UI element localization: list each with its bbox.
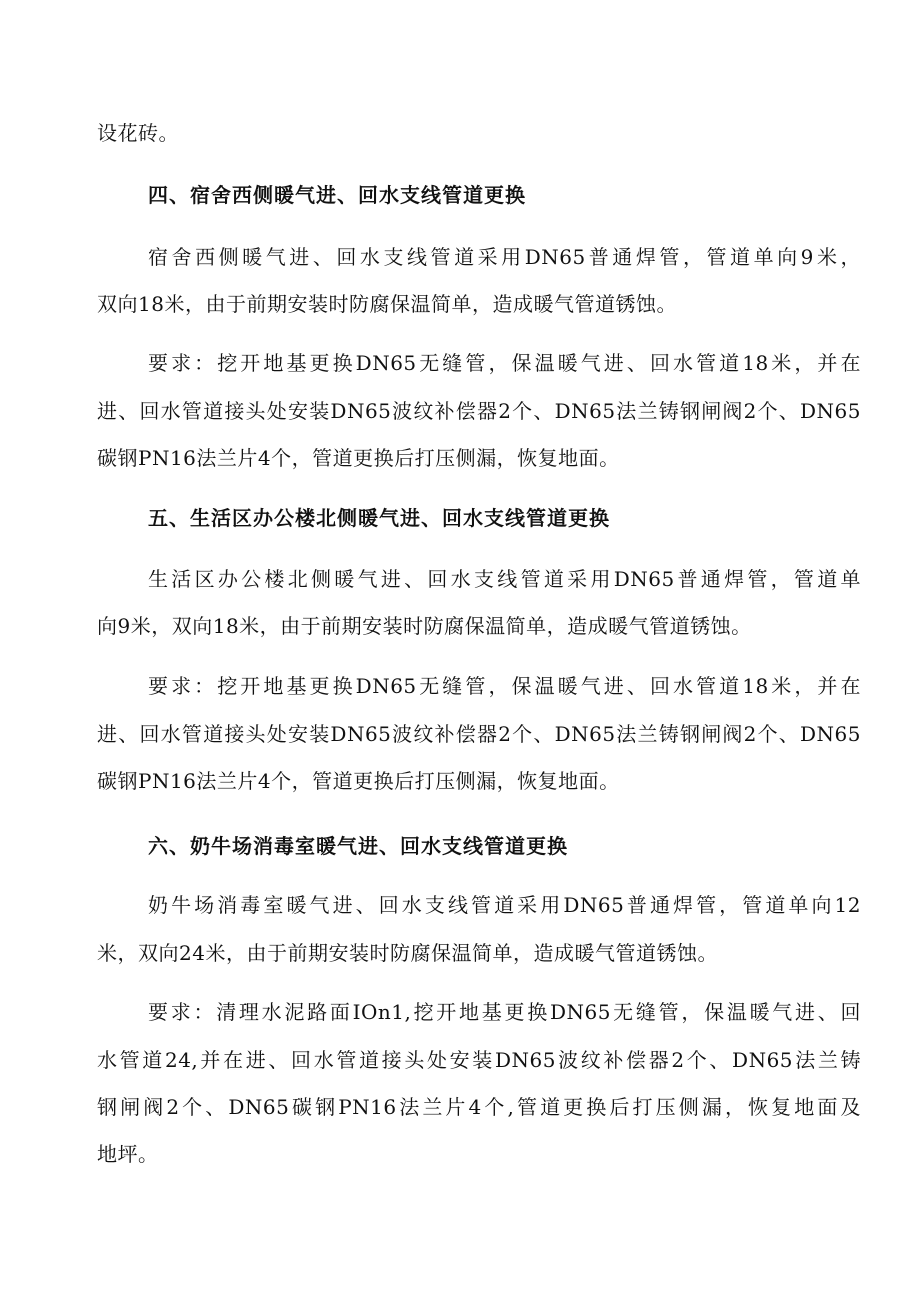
section-5-req-line-2: 进、回水管道接头处安装DN65波纹补偿器2个、DN65法兰铸钢闸阀2个、DN65 xyxy=(97,722,861,746)
paragraph-fragment: 设花砖。 xyxy=(97,121,179,145)
section-heading-5: 五、生活区办公楼北侧暖气进、回水支线管道更换 xyxy=(148,506,610,530)
section-6-req-line-1: 要求：清理水泥路面IOn1,挖开地基更换DN65无缝管，保温暖气进、回 xyxy=(148,1000,861,1024)
section-6-desc-line-1: 奶牛场消毒室暖气进、回水支线管道采用DN65普通焊管，管道单向12 xyxy=(148,893,861,917)
section-6-desc-line-2: 米，双向24米，由于前期安装时防腐保温简单，造成暖气管道锈蚀。 xyxy=(97,941,718,965)
section-5-req-line-1: 要求：挖开地基更换DN65无缝管，保温暖气进、回水管道18米，并在 xyxy=(148,674,861,698)
section-6-req-line-2: 水管道24,并在进、回水管道接头处安装DN65波纹补偿器2个、DN65法兰铸 xyxy=(97,1048,861,1072)
section-4-req-line-1: 要求：挖开地基更换DN65无缝管，保温暖气进、回水管道18米，并在 xyxy=(148,351,861,375)
section-5-desc-line-1: 生活区办公楼北侧暖气进、回水支线管道采用DN65普通焊管，管道单 xyxy=(148,567,861,591)
section-6-req-line-4: 地坪。 xyxy=(97,1142,159,1166)
section-6-req-line-3: 钢闸阀2个、DN65碳钢PN16法兰片4个,管道更换后打压侧漏，恢复地面及 xyxy=(97,1095,861,1119)
section-5-req-line-3: 碳钢PN16法兰片4个，管道更换后打压侧漏，恢复地面。 xyxy=(97,769,620,793)
section-4-req-line-3: 碳钢PN16法兰片4个，管道更换后打压侧漏，恢复地面。 xyxy=(97,446,620,470)
section-5-desc-line-2: 向9米，双向18米，由于前期安装时防腐保温简单，造成暖气管道锈蚀。 xyxy=(97,614,752,638)
section-heading-4: 四、宿舍西侧暖气进、回水支线管道更换 xyxy=(148,183,526,207)
section-4-desc-line-2: 双向18米，由于前期安装时防腐保温简单，造成暖气管道锈蚀。 xyxy=(97,292,677,316)
section-4-req-line-2: 进、回水管道接头处安装DN65波纹补偿器2个、DN65法兰铸钢闸阀2个、DN65 xyxy=(97,399,861,423)
section-heading-6: 六、奶牛场消毒室暖气进、回水支线管道更换 xyxy=(148,834,568,858)
section-4-desc-line-1: 宿舍西侧暖气进、回水支线管道采用DN65普通焊管，管道单向9米， xyxy=(148,245,861,269)
